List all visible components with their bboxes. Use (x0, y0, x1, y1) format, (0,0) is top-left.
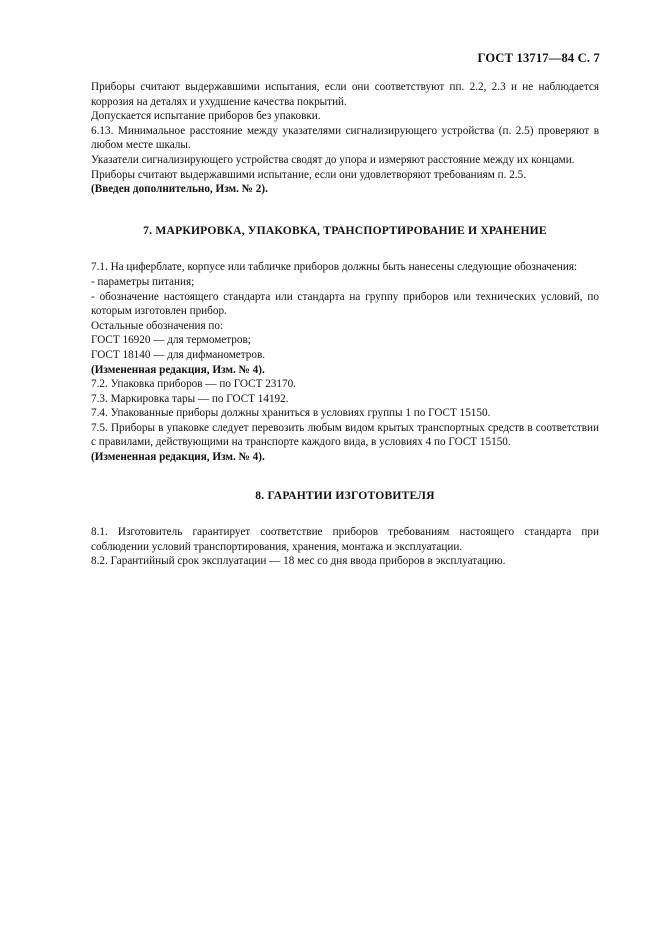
amendment-note: (Введен дополнительно, Изм. № 2). (91, 183, 268, 196)
paragraph: 6.13. Минимальное расстояние между указателями сигнализирующего устройства (п. 2.5) проверяют в любом месте шкалы. (91, 124, 599, 152)
paragraph: Приборы считают выдержавшими испытания, если они соответствуют пп. 2.2, 2.3 и не наблюдается коррозия на деталях и ухудшение качества покрытий. (91, 81, 599, 108)
paragraph: ГОСТ 18140 — для дифманометров. (91, 348, 266, 361)
paragraph: Остальные обозначения по: (91, 319, 224, 332)
section-heading: 8. ГАРАНТИИ ИЗГОТОВИТЕЛЯ (255, 488, 435, 502)
paragraph: 7.1. На циферблате, корпусе или табличке приборов должны быть нанесены следующие обозначения: (91, 261, 578, 274)
paragraph: 8.1. Изготовитель гарантирует соответствие приборов требованиям настоящего стандарта при соблюдении условий транспортирования, хранения, монтажа и эксплуатации. (91, 526, 599, 553)
list-item: - параметры питания; (91, 275, 195, 288)
paragraph: 7.5. Приборы в упаковке следует перевозить любым видом крытых транспортных средств в соответствии с правилами, действующими на транспорте каждого вида, в условиях 4 по ГОСТ 15150. (91, 421, 599, 449)
page-header: ГОСТ 13717—84 С. 7 (477, 51, 600, 65)
page-content (91, 80, 599, 569)
paragraph: Приборы считают выдержавшими испытание, если они удовлетворяют требованиям п. 2.5. (91, 168, 527, 181)
paragraph: ГОСТ 16920 — для термометров; (91, 334, 251, 347)
amendment-note: (Измененная редакция, Изм. № 4). (91, 451, 265, 464)
list-item: - обозначение настоящего стандарта или стандарта на группу приборов или технических условий, по которым изготовлен прибор. (91, 290, 599, 318)
paragraph: Указатели сигнализирующего устройства сводят до упора и измеряют расстояние между их концами. (91, 153, 575, 166)
amendment-note: (Измененная редакция, Изм. № 4). (91, 363, 265, 376)
paragraph: 7.4. Упакованные приборы должны храниться в условиях группы 1 по ГОСТ 15150. (91, 407, 491, 420)
paragraph: 7.2. Упаковка приборов — по ГОСТ 23170. (91, 378, 296, 391)
paragraph: Допускается испытание приборов без упаковки. (91, 110, 321, 123)
paragraph: 7.3. Маркировка тары — по ГОСТ 14192. (91, 392, 289, 405)
section-heading: 7. МАРКИРОВКА, УПАКОВКА, ТРАНСПОРТИРОВАНИЕ И ХРАНЕНИЕ (143, 223, 547, 237)
paragraph: 8.2. Гарантийный срок эксплуатации — 18 мес со дня ввода приборов в эксплуатацию. (91, 555, 506, 568)
